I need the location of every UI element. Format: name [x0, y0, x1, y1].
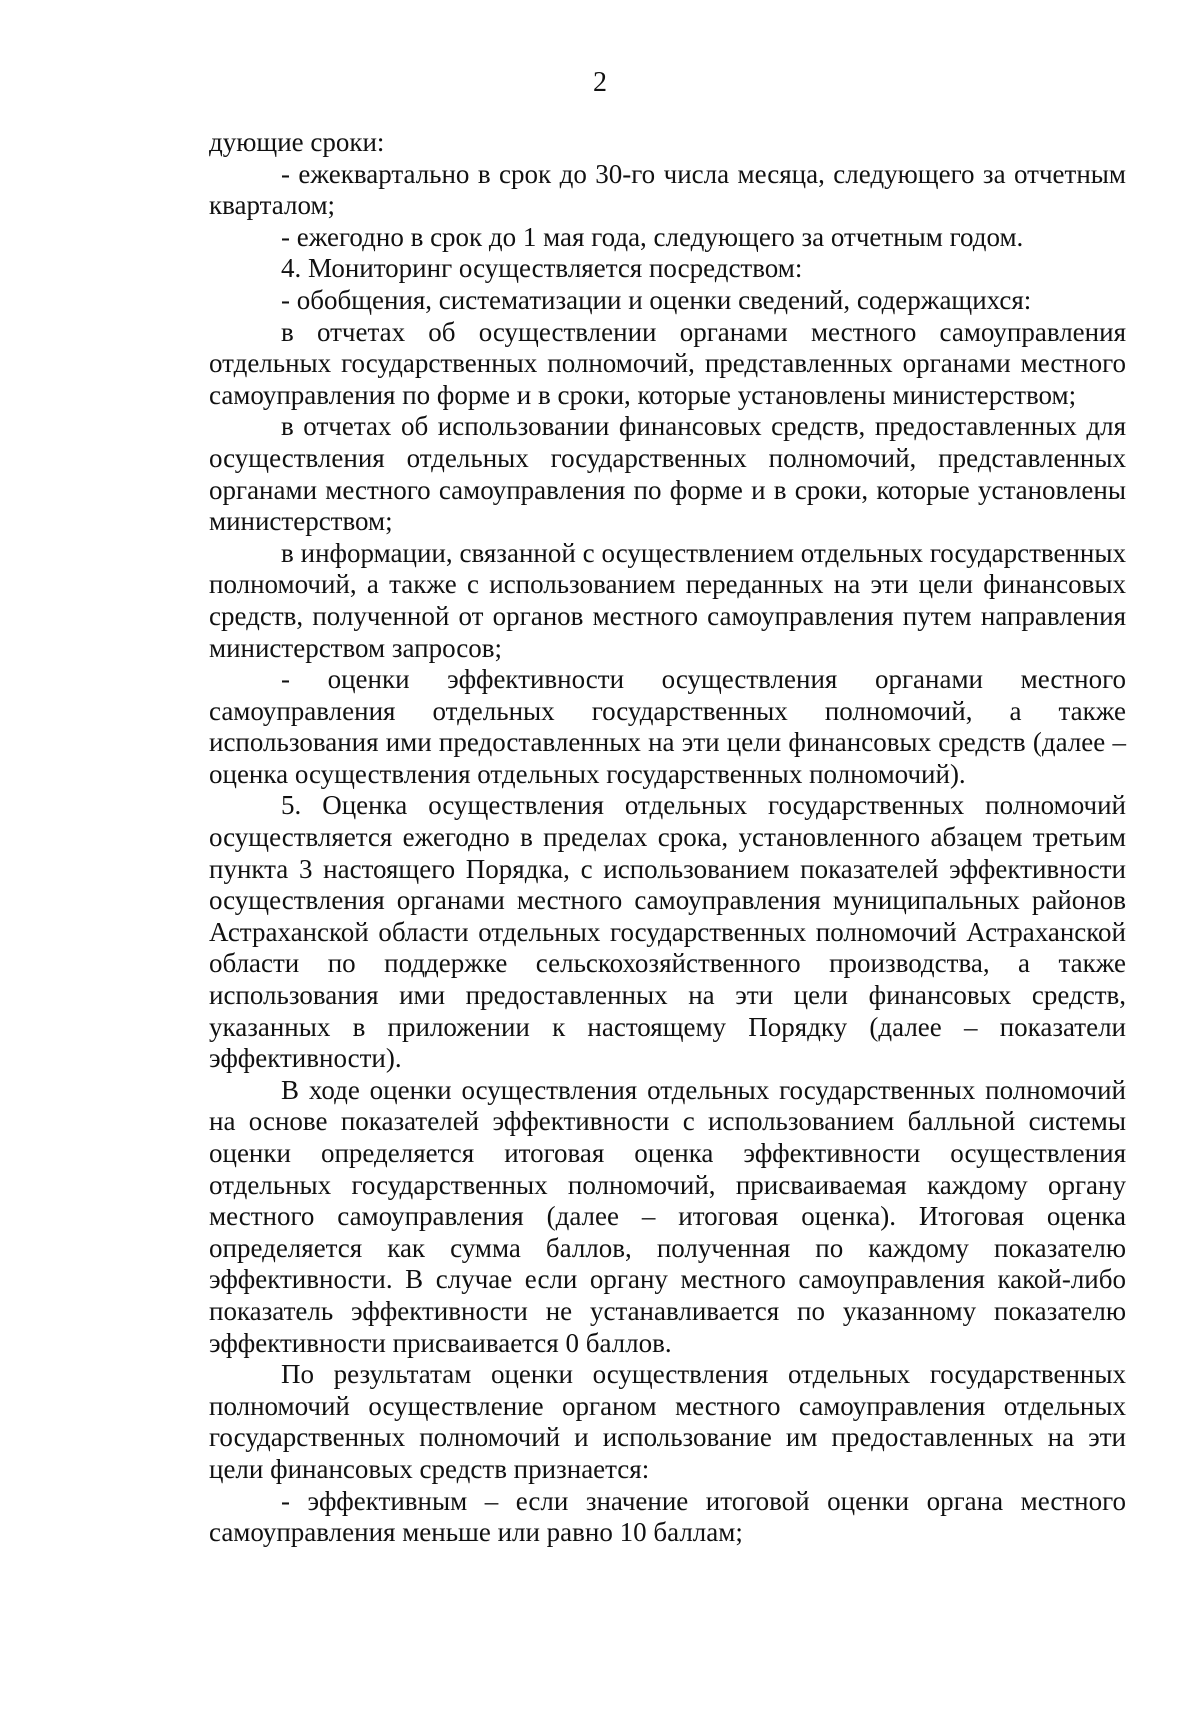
paragraph-assessment-results: По результатам оценки осуществления отдельных государственных полномочий осуществление органом местного самоуправления отдельных государственных полномочий и использование им предоставленных на эти цели финансовых средств признается: [209, 1359, 1126, 1484]
paragraph-summarization: - обобщения, систематизации и оценки сведений, содержащихся: [281, 284, 1032, 315]
paragraph-reports-finances: в отчетах об использовании финансовых средств, предоставленных для осуществления отдельных государственных полномочий, представленных органами местного самоуправления по форме и в сроки, которые установлены министерством; [209, 411, 1126, 537]
document-body [209, 127, 1126, 1549]
paragraph-effective-criterion: - эффективным – если значение итоговой оценки органа местного самоуправления меньше или равно 10 баллам; [209, 1485, 1126, 1548]
paragraph-quarterly-deadline: - ежеквартально в срок до 30-го числа месяца, следующего за отчетным кварталом; [209, 158, 1126, 221]
paragraph-scoring-system: В ходе оценки осуществления отдельных государственных полномочий на основе показателей эффективности с использованием балльной системы оценки определяется итоговая оценка эффективности осуществления отдельных государственных полномочий, присваиваемая каждому органу местного самоуправления (далее – итоговая оценка). Итоговая оценка определяется как сумма баллов, полученная по каждому показателю эффективности. В случае если органу местного самоуправления какой-либо показатель эффективности не устанавливается по указанному показателю эффективности присваивается 0 баллов. [209, 1074, 1126, 1358]
page-number: 2 [593, 67, 607, 98]
paragraph-reports-powers: в отчетах об осуществлении органами местного самоуправления отдельных государственных полномочий, представленных органами местного самоуправления по форме и в сроки, которые установлены министерством; [209, 316, 1126, 410]
paragraph-deadlines-continued: дующие сроки: [209, 127, 385, 157]
paragraph-annual-deadline: - ежегодно в срок до 1 мая года, следующего за отчетным годом. [281, 221, 1024, 252]
paragraph-information-requests: в информации, связанной с осуществлением отдельных государственных полномочий, а также с использованием переданных на эти цели финансовых средств, полученной от органов местного самоуправления путем направления министерством запросов; [209, 537, 1126, 663]
paragraph-efficiency-assessment: - оценки эффективности осуществления органами местного самоуправления отдельных государственных полномочий, а также использования ими предоставленных на эти цели финансовых средств (далее – оценка осуществления отдельных государственных полномочий). [209, 664, 1126, 789]
paragraph-section-4: 4. Мониторинг осуществляется посредством: [281, 253, 803, 284]
paragraph-section-5: 5. Оценка осуществления отдельных государственных полномочий осуществляется ежегодно в пределах срока, установленного абзацем третьим пункта 3 настоящего Порядка, с использованием показателей эффективности осуществления органами местного самоуправления муниципальных районов Астраханской области отдельных государственных полномочий Астраханской области по поддержке сельскохозяйственного производства, а также использования ими предоставленных на эти цели финансовых средств, указанных в приложении к настоящему Порядку (далее – показатели эффективности). [209, 790, 1126, 1074]
